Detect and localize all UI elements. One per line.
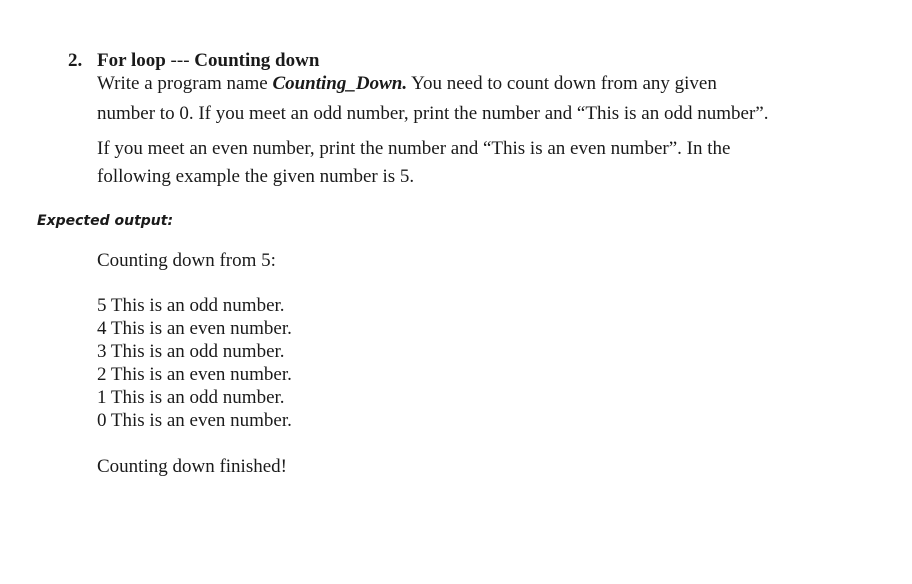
output-line: 1 This is an odd number. [97,387,285,408]
instruction-line-1 [97,73,717,95]
instruction-text: Write a program name [97,73,273,94]
output-line: 2 This is an even number. [97,364,292,385]
exercise-heading [97,50,319,72]
output-footer: Counting down finished! [97,456,287,477]
expected-output-label: Expected output: [37,213,174,229]
instruction-text: You need to count down from any given [407,73,717,94]
instruction-line-2: number to 0. If you meet an odd number, print the number and “This is an odd number”. [97,103,769,124]
output-header: Counting down from 5: [97,250,276,271]
exercise-number: 2. [68,50,83,71]
output-line: 4 This is an even number. [97,318,292,339]
program-name: Counting_Down. [272,73,408,94]
instruction-line-3: If you meet an even number, print the number and “This is an even number”. In the [97,138,731,159]
heading-part2: Counting down [194,50,320,71]
output-line: 5 This is an odd number. [97,295,285,316]
heading-part1: For loop [97,50,166,71]
instruction-line-4: following example the given number is 5. [97,166,415,187]
output-line: 0 This is an even number. [97,410,292,431]
output-line: 3 This is an odd number. [97,341,285,362]
heading-separator: --- [165,50,195,71]
